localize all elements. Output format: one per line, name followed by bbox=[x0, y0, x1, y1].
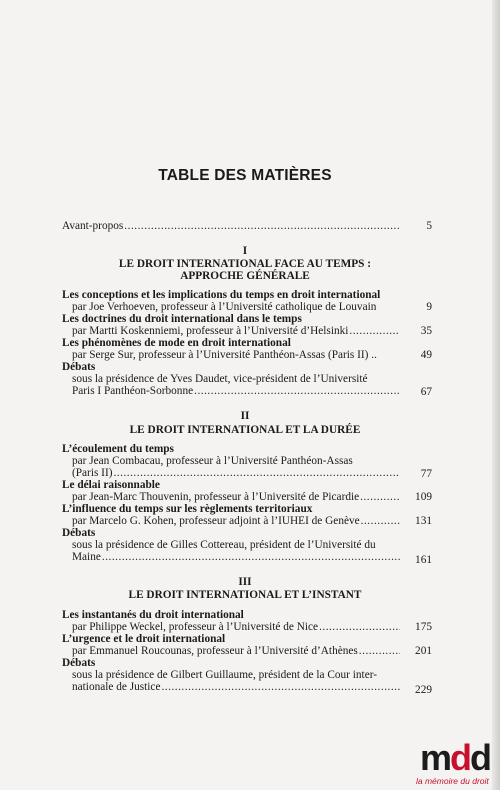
entry-author-row bbox=[72, 681, 400, 694]
leader-dots bbox=[124, 220, 400, 233]
entry-author: par Emmanuel Roucounas, professeur à l’Université d’Athènes bbox=[72, 645, 358, 657]
page-title: TABLE DES MATIÈRES bbox=[158, 167, 332, 184]
leader-dots bbox=[319, 621, 400, 634]
entry-author: par Philippe Weckel, professeur à l’Université de Nice bbox=[72, 621, 319, 633]
entry-title[interactable]: Débats bbox=[62, 361, 96, 373]
entry-author: par Jean-Marc Thouvenin, professeur à l’Université de Picardie bbox=[72, 491, 360, 503]
entry-title[interactable]: Les doctrines du droit international dans le temps bbox=[62, 313, 302, 325]
entry-author: par Serge Sur, professeur à l’Université Panthéon-Assas (Paris II) .. bbox=[72, 349, 377, 361]
page-number: 175 bbox=[415, 621, 432, 633]
page-number: 35 bbox=[420, 325, 432, 337]
entry-label: Avant-propos bbox=[62, 220, 124, 232]
entry-author: par Jean Combacau, professeur à l’Université Panthéon-Assas bbox=[72, 455, 353, 467]
entry-title[interactable]: Débats bbox=[62, 657, 96, 669]
entry-author: par Marcelo G. Kohen, professeur adjoint à l’IUHEI de Genève bbox=[72, 515, 360, 527]
logo-tagline: la mémoire du droit bbox=[416, 776, 489, 786]
section-numeral: II bbox=[240, 410, 250, 422]
page-number: 201 bbox=[415, 645, 432, 657]
page-number: 131 bbox=[415, 515, 432, 527]
entry-author: Maine bbox=[72, 551, 101, 563]
entry-author: sous la présidence de Gilles Cottereau, président de l’Université du bbox=[72, 539, 376, 551]
section-heading: LE DROIT INTERNATIONAL ET L’INSTANT bbox=[128, 589, 362, 601]
section-numeral: III bbox=[238, 576, 252, 588]
logo-wordmark: mdd bbox=[420, 737, 491, 778]
leader-dots bbox=[102, 551, 400, 564]
entry-author: Paris I Panthéon-Sorbonne bbox=[72, 385, 194, 397]
entry-title[interactable]: Les conceptions et les implications du temps en droit international bbox=[62, 289, 381, 301]
entry-author: nationale de Justice bbox=[72, 681, 161, 693]
entry-author: sous la présidence de Yves Daudet, vice-président de l’Université bbox=[72, 373, 368, 385]
entry-title[interactable]: L’écoulement du temps bbox=[62, 443, 174, 455]
toc-entry-avant-propos[interactable] bbox=[62, 220, 400, 233]
entry-title[interactable]: Débats bbox=[62, 527, 96, 539]
entry-title[interactable]: Les phénomènes de mode en droit international bbox=[62, 337, 291, 349]
page-number: 109 bbox=[415, 491, 432, 503]
leader-dots bbox=[161, 681, 400, 694]
entry-author: (Paris II) bbox=[72, 467, 113, 479]
entry-author: sous la présidence de Gilbert Guillaume, président de la Cour inter- bbox=[72, 669, 378, 681]
section-heading: LE DROIT INTERNATIONAL ET LA DURÉE bbox=[129, 424, 361, 436]
page-number: 77 bbox=[420, 468, 432, 480]
section-heading: LE DROIT INTERNATIONAL FACE AU TEMPS : bbox=[118, 258, 372, 270]
section-heading: APPROCHE GÉNÉRALE bbox=[180, 270, 310, 282]
section-numeral: I bbox=[242, 245, 248, 257]
entry-author-row bbox=[72, 551, 400, 564]
entry-author: par Martti Koskenniemi, professeur à l’Université d’Helsinki bbox=[72, 325, 349, 337]
entry-title[interactable]: Les instantanés du droit international bbox=[62, 609, 244, 621]
entry-title[interactable]: L’urgence et le droit international bbox=[62, 633, 226, 645]
page-number: 161 bbox=[415, 554, 432, 566]
entry-author-row bbox=[72, 645, 400, 658]
page-number: 49 bbox=[420, 349, 432, 361]
entry-author-row bbox=[72, 385, 400, 398]
page-number: 229 bbox=[415, 684, 432, 696]
entry-author: par Joe Verhoeven, professeur à l’Université catholique de Louvain bbox=[72, 301, 377, 313]
page-edge-shadow bbox=[492, 0, 500, 790]
leader-dots bbox=[194, 385, 400, 398]
page-number: 67 bbox=[420, 386, 432, 398]
entry-title[interactable]: Le délai raisonnable bbox=[62, 479, 160, 491]
mdd-logo bbox=[414, 732, 500, 790]
entry-title[interactable]: L’influence du temps sur les règlements territoriaux bbox=[62, 503, 313, 515]
page-number: 5 bbox=[426, 220, 432, 232]
entry-author-row bbox=[72, 515, 400, 528]
page-number: 9 bbox=[426, 301, 432, 313]
